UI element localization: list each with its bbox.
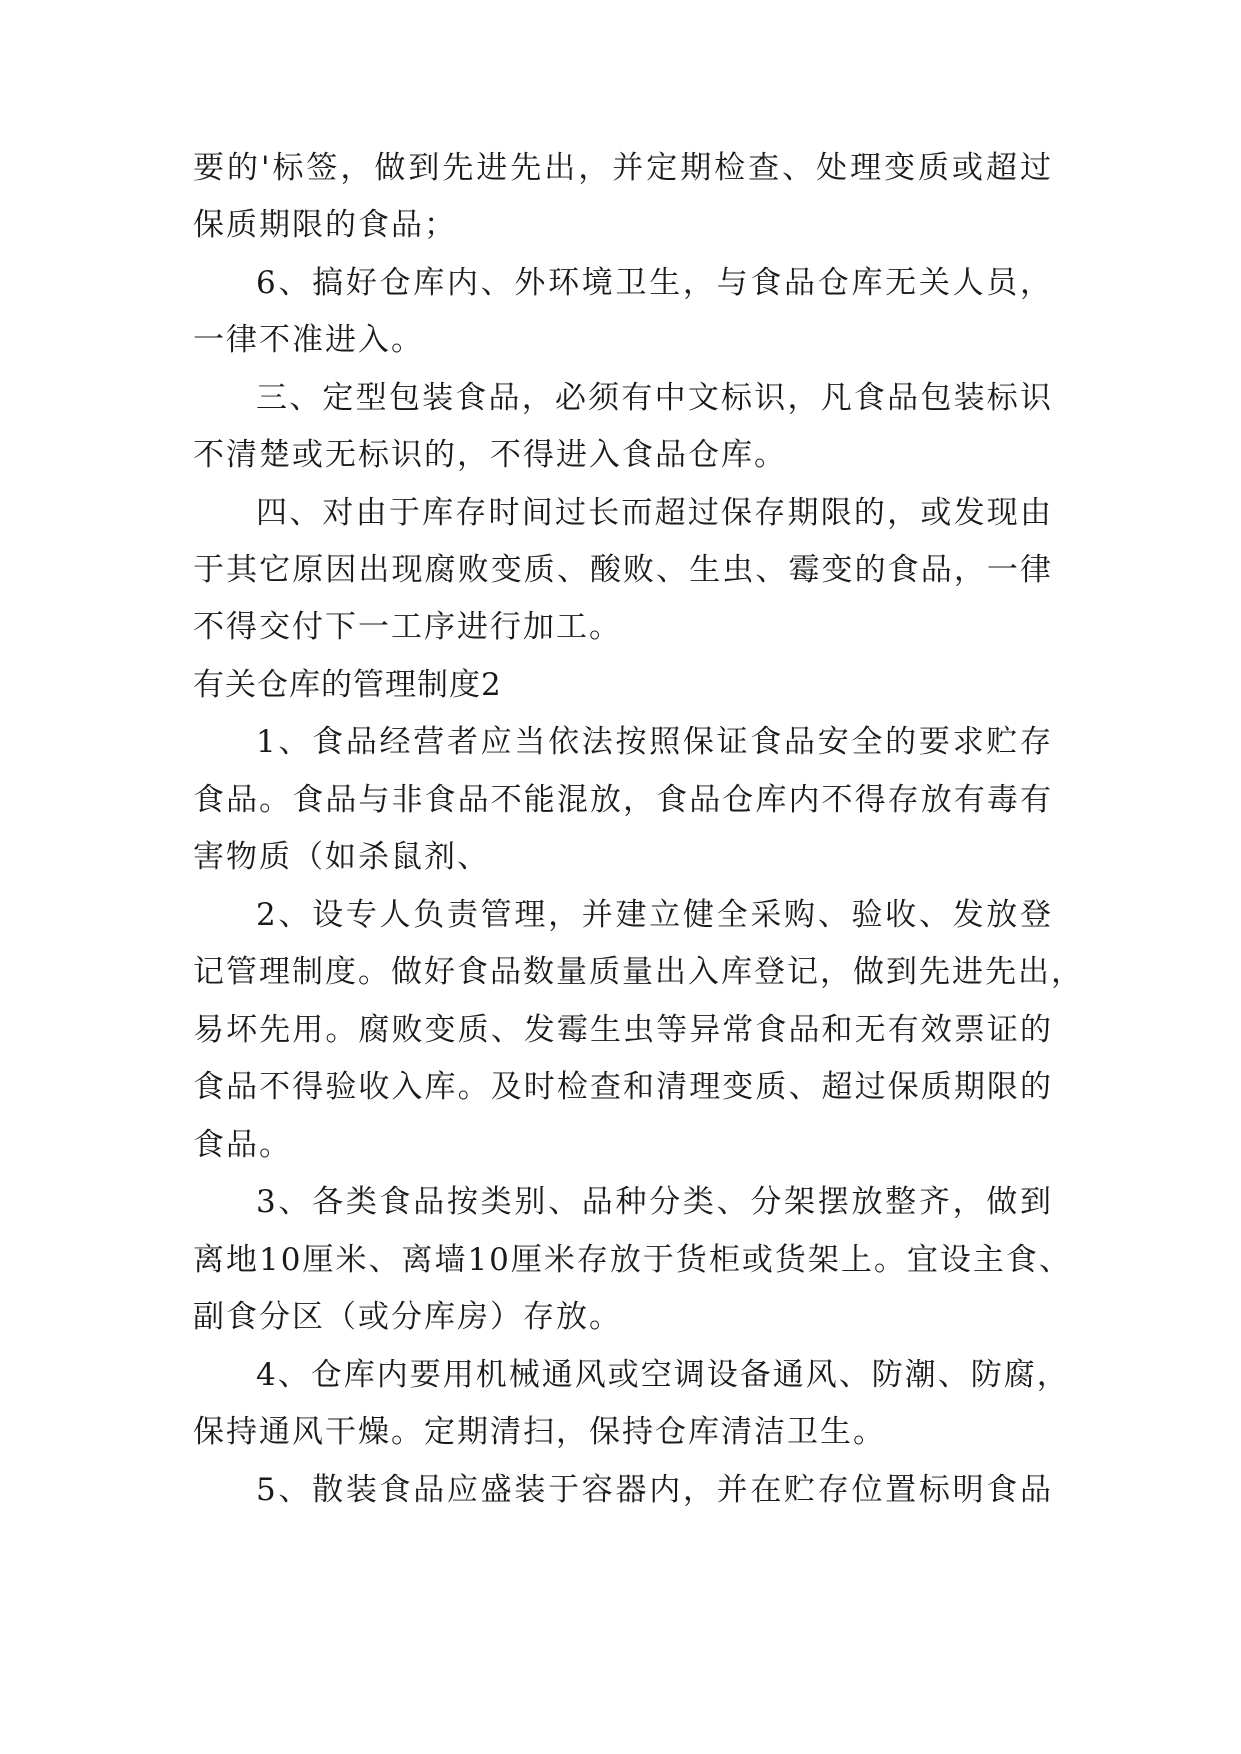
text-line: 食品不得验收入库。及时检查和清理变质、超过保质期限的 [193, 1069, 1053, 1105]
text-line: 一律不准进入。 [193, 322, 424, 358]
paragraph-start: 6、搞好仓库内、外环境卫生，与食品仓库无关人员， [256, 265, 1053, 301]
section-heading: 有关仓库的管理制度2 [193, 667, 502, 703]
paragraph-start: 4、仓库内要用机械通风或空调设备通风、防潮、防腐， [256, 1357, 1070, 1393]
text-line: 要的'标签，做到先进先出，并定期检查、处理变质或超过 [193, 150, 1053, 186]
paragraph-start: 5、散装食品应盛装于容器内，并在贮存位置标明食品 [256, 1472, 1053, 1508]
paragraph-start: 3、各类食品按类别、品种分类、分架摆放整齐，做到 [256, 1184, 1053, 1220]
text-line: 易坏先用。腐败变质、发霉生虫等异常食品和无有效票证的 [193, 1012, 1053, 1048]
text-line: 于其它原因出现腐败变质、酸败、生虫、霉变的食品，一律 [193, 552, 1053, 588]
text-line: 保持通风干燥。定期清扫，保持仓库清洁卫生。 [193, 1414, 886, 1450]
text-line: 记管理制度。做好食品数量质量出入库登记，做到先进先出， [193, 954, 1084, 990]
paragraph-start: 2、设专人负责管理，并建立健全采购、验收、发放登 [256, 897, 1053, 933]
text-line: 食品。 [193, 1127, 292, 1163]
paragraph-start: 1、食品经营者应当依法按照保证食品安全的要求贮存 [256, 724, 1053, 760]
text-line: 保质期限的食品； [193, 207, 457, 243]
paragraph-start: 三、定型包装食品，必须有中文标识，凡食品包装标识 [256, 380, 1053, 416]
paragraph-start: 四、对由于库存时间过长而超过保存期限的，或发现由 [256, 495, 1053, 531]
text-line: 害物质（如杀鼠剂、 [193, 839, 490, 875]
text-line: 离地10厘米、离墙10厘米存放于货柜或货架上。宜设主食、 [193, 1242, 1072, 1278]
text-line: 不得交付下一工序进行加工。 [193, 609, 622, 645]
text-line: 副食分区（或分库房）存放。 [193, 1299, 622, 1335]
text-line: 食品。食品与非食品不能混放，食品仓库内不得存放有毒有 [193, 782, 1053, 818]
text-line: 不清楚或无标识的，不得进入食品仓库。 [193, 437, 787, 473]
